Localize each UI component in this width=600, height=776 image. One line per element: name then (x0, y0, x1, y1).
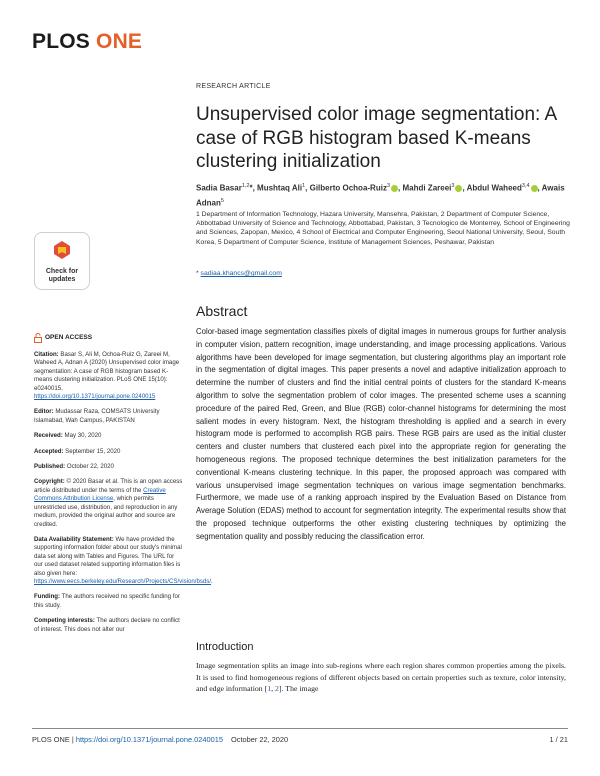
article-type-label: RESEARCH ARTICLE (196, 83, 271, 90)
author-affiliation-marker: 1,2 (241, 183, 250, 189)
logo-one: ONE (96, 30, 143, 53)
author-name: Sadia Basar (196, 183, 242, 193)
copyright-label: Copyright: (34, 478, 65, 486)
open-access (34, 333, 184, 343)
funding-label: Funding: (34, 593, 61, 601)
author-name: Awais Adnan (196, 183, 565, 208)
author-separator: , (462, 183, 467, 193)
author-separator: , (252, 183, 258, 193)
competing-interests-block (34, 617, 184, 634)
author-separator: , (537, 183, 542, 193)
data-availability-text: We have provided the supporting information folder about our study's minimal data set along with Tables and Figures. The URL for our used dataset related supporting information files is also given here: (34, 535, 182, 577)
funding-text: The authors received no specific funding for this study. (34, 593, 180, 609)
accepted-date: September 15, 2020 (65, 447, 121, 455)
intro-text-1: Image segmentation splits an image into sub-regions where each region shares common properties among the pixels. It is used to find homogeneous regions of different objects based on certain properties such as texture, color intensity, and edge information [ (196, 661, 566, 694)
accepted-block (34, 448, 184, 456)
author-name: Mushtaq Ali (257, 183, 303, 193)
reference-separator: , (271, 684, 276, 694)
orcid-icon[interactable] (531, 185, 538, 192)
received-date: May 30, 2020 (64, 432, 102, 440)
citation-text: Basar S, Ali M, Ochoa-Ruiz G, Zareei M, Waheed A, Adnan A (2020) Unsupervised color image segmentation: A case of RGB histogram based K-means clustering initialization. PLoS ONE 15(10): e0240015. (34, 351, 180, 392)
intro-text-2: ]. The image (278, 684, 319, 694)
published-date: October 22, 2020 (66, 463, 114, 471)
check-for-updates-badge[interactable] (34, 232, 90, 290)
abstract-heading: Abstract (196, 303, 248, 319)
open-lock-icon (34, 333, 42, 343)
email-link[interactable]: sadiaa.khancs@gmail.com (200, 270, 282, 277)
data-availability-label: Data Availability Statement: (34, 535, 114, 543)
author-affiliation-marker: 3 (386, 183, 391, 189)
published-block (34, 463, 184, 471)
page-number: 1 / 21 (549, 735, 568, 744)
journal-logo (32, 30, 142, 54)
reference-link-2[interactable]: 2 (275, 684, 279, 694)
competing-interests-text: The authors declare no conflict of interest. This does not alter our (34, 617, 180, 633)
badge-line-2: updates (48, 275, 76, 283)
competing-interests-label: Competing interests: (34, 617, 95, 625)
footer-divider (32, 728, 568, 729)
accepted-label: Accepted: (34, 447, 64, 455)
author-name: Abdul Waheed (466, 183, 522, 193)
dataset-link[interactable]: https://www.eecs.berkeley.edu/Research/Projects/CS/vision/bsds/ (34, 577, 212, 585)
author-list (196, 180, 586, 209)
reference-link-1[interactable]: 1 (267, 684, 272, 694)
check-for-updates-icon (51, 239, 73, 261)
received-block (34, 432, 184, 440)
corresponding-email (196, 270, 282, 277)
author-separator: , (305, 183, 310, 193)
data-availability-end: . (211, 577, 213, 585)
author-name: Gilberto Ochoa-Ruiz (309, 183, 387, 193)
article-title: Unsupervised color image segmentation: A case of RGB histogram based K-means clustering initialization (196, 104, 557, 172)
copyright-text: © 2020 Basar et al. This is an open access article distributed under the terms of the (34, 478, 183, 494)
logo-plos: PLOS (32, 30, 90, 53)
editor-block (34, 408, 184, 425)
author-affiliation-marker: 3 (451, 183, 455, 189)
footer-journal: PLOS ONE (32, 735, 70, 744)
email-prefix: * (196, 270, 201, 277)
received-label: Received: (34, 432, 63, 440)
copyright-block (34, 478, 184, 528)
author-affiliation-marker: 3,4 (521, 183, 530, 189)
introduction-heading: Introduction (196, 641, 254, 653)
orcid-icon[interactable] (391, 185, 398, 192)
abstract-text: Color-based image segmentation classifies pixels of digital images in numerous groups for further analysis in computer vision, pattern recognition, image understanding, and image processing applications. Various algorithms have been developed for image segmentation, but clustering algorithms play an important role in the segmentation of digital images. This paper presents a novel and adaptive initialization approach to determine the number of clusters and find the initial central points of clusters for the standard K-means algorithm to solve the segmentation problem of color images. The presented scheme uses a scanning procedure of the paired Red, Green, and Blue (RGB) color-channel histograms for determining the most salient modes in every histogram. Next, the histogram thresholding is applied and a search in every histogram mode is performed to accomplish RGB pairs. These RGB pairs are used as the initial cluster centers and cluster numbers that clustered each pixel into the appropriate region for generating the homogeneous regions. The proposed technique determines the best initialization parameters for the conventional K-means clustering technique. In this paper, the proposed approach was compared with various unsupervised image segmentation techniques on various image segmentation benchmarks. Furthermore, we made use of a ranking approach inspired by the Evaluation Based on Distance from Average Solution (EDAS) method to account for segmentation integrity. The experimental results show that the proposed technique outperforms the other existing clustering techniques by optimizing the segmentation quality and possibly reducing the classification error. (196, 327, 566, 541)
citation-doi-link[interactable]: https://doi.org/10.1371/journal.pone.0240015 (34, 393, 156, 401)
editor-text: Mudassar Raza, COMSATS University Islamabad, Wah Campus, PAKISTAN (34, 408, 160, 424)
affiliations: 1 Department of Information Technology, Hazara University, Mansehra, Pakistan, 2 Department of Computer Science, Abbottabad University of Science and Technology, Abbottabad, Pakistan, 3 Tecnologico de Monterrey, School of Engineering and Sciences, Zapopan, Mexico, 4 School of Electrical and Computer Engineering, Seoul National University, Seoul, South Korea, 5 Department of Computer Science, Institute of Management Sciences, Peshawar, Pakistan (196, 211, 570, 246)
badge-line-1: Check for (45, 268, 79, 275)
author-separator: , (398, 183, 403, 193)
page-footer (32, 735, 288, 744)
introduction-text (196, 660, 566, 695)
author-affiliation-marker: 5 (220, 197, 224, 204)
footer-date: October 22, 2020 (231, 735, 289, 744)
license-link[interactable]: Creative Commons Attribution License (34, 486, 166, 503)
article-info-sidebar (34, 333, 213, 641)
copyright-text-end: , which permits unrestricted use, distribution, and reproduction in any medium, provided the original author and source are credited. (34, 495, 178, 528)
corresponding-author-marker: * (249, 183, 253, 193)
open-access-label: OPEN ACCESS (45, 333, 93, 341)
author-affiliation-marker: 1 (302, 183, 306, 189)
editor-label: Editor: (34, 408, 54, 416)
published-label: Published: (34, 463, 66, 471)
citation-label: Citation: (34, 351, 59, 358)
author-name: Mahdi Zareei (402, 183, 452, 193)
footer-separator: | (69, 735, 76, 744)
funding-block (34, 593, 184, 610)
data-availability-block (34, 535, 213, 586)
footer-doi-link[interactable]: https://doi.org/10.1371/journal.pone.0240015 (75, 735, 223, 744)
citation-block (34, 351, 184, 401)
